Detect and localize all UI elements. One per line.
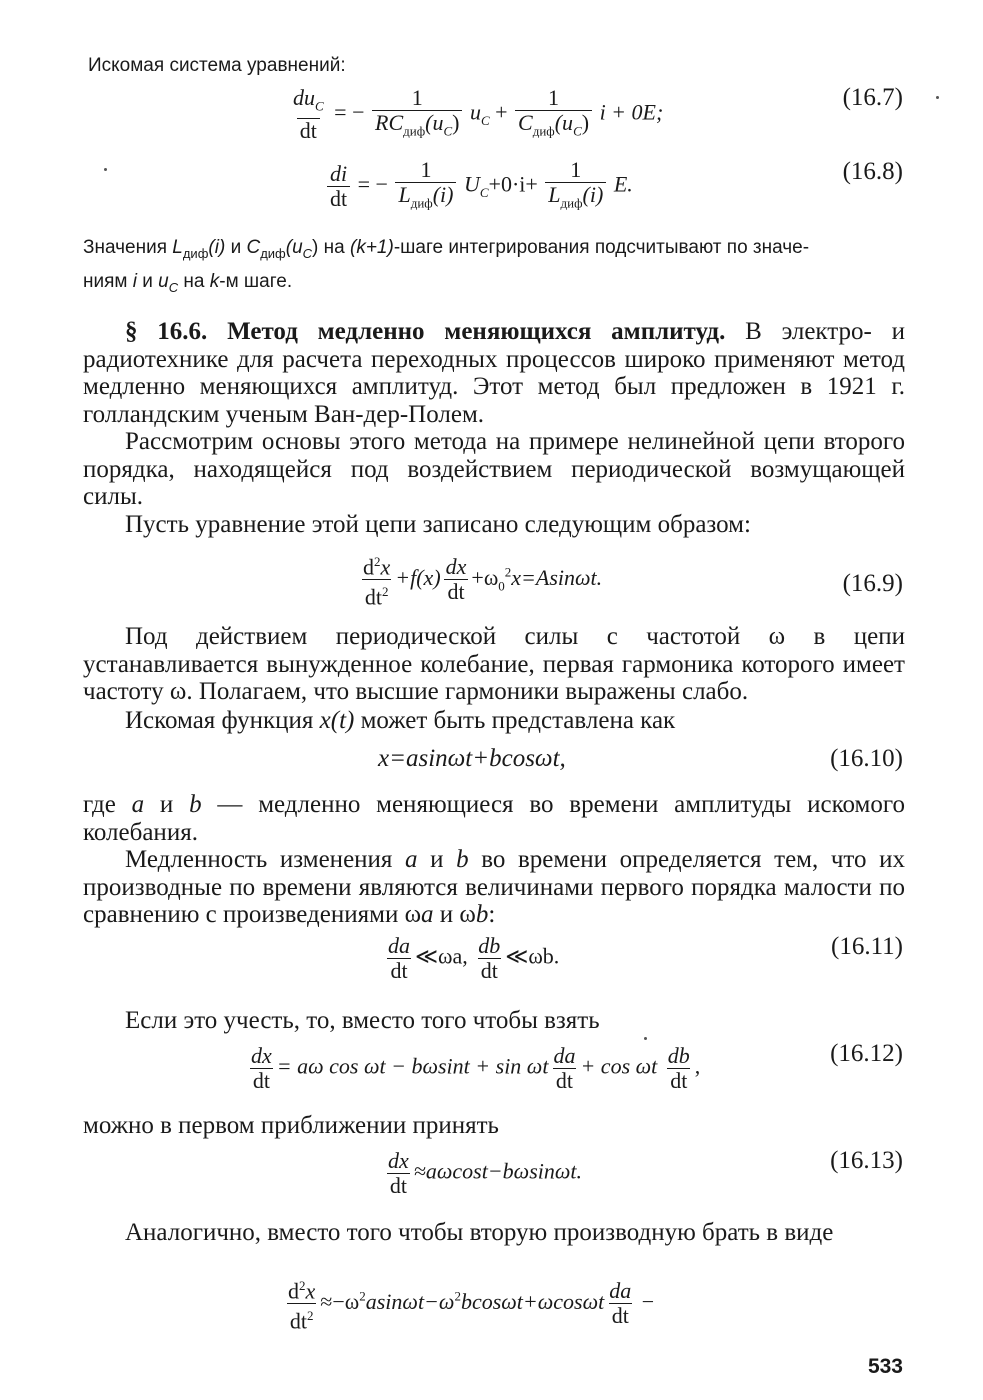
section-paragraph-6: где a и b — медленно меняющиеся во времени амплитуды искомого колебания. <box>83 791 905 846</box>
equation-16-10: x=asinωt+bcosωt, <box>378 745 566 772</box>
e7-lhs-den: dt <box>297 118 320 143</box>
section-paragraph-4: Под действием периодической силы с частотой ω в цепи устанавливается вынужденное колебание, первая гармоника которого имеет частоту ω. Полагаем, что высшие гармоники выражены слабо. <box>83 623 905 705</box>
section-heading: § 16.6. Метод медленно меняющихся амплитуд. <box>125 318 726 345</box>
equation-16-13: $\frac{dx}{dt}$ ≈aωcost−bωsinωt. <box>388 1148 583 1198</box>
eq-number-16-8: (16.8) <box>842 158 903 185</box>
eq-number-16-11: (16.11) <box>831 933 903 960</box>
page-number: 533 <box>867 1355 903 1378</box>
speck <box>936 96 939 99</box>
section-paragraph-8: Если это учесть, то, вместо того чтобы взять <box>125 1007 600 1034</box>
intro-text: Искомая система уравнений: <box>88 55 346 76</box>
note-paragraph: Значения $L_{диф}(i)$ и $C_{диф}(u_C)$ на (k+1)-шаге интегрирования подсчитывают по значе- ниям i и $u_C$ на k-м шаге. <box>83 237 810 295</box>
section-paragraph-9: можно в первом приближении принять <box>83 1112 499 1139</box>
equation-16-7: $\frac{du_C}{dt}$ = − $\frac{1}{RC_{диф}(u_C)}$ $u_C$ + $\frac{1}{C_{диф}(u_C)}$ i + 0E; <box>288 86 663 143</box>
eq-number-16-7: (16.7) <box>842 84 903 111</box>
section-paragraph-10: Аналогично, вместо того чтобы вторую производную брать в виде <box>125 1219 834 1246</box>
equation-16-12: $\frac{dx}{dt}$ = aω cos ωt − bωsint + sin ωt $\frac{da}{dt}$ + cos ωt $\frac{db}{dt}$ , <box>251 1043 701 1093</box>
speck <box>104 168 107 171</box>
e7-lhs-num: $du_C$ <box>293 85 324 114</box>
section-paragraph-5: Искомая функция x(t) может быть представлена как <box>125 707 676 734</box>
eq-number-16-9: (16.9) <box>842 570 903 597</box>
equation-16-11: $\frac{da}{dt}$ ≪ωa, $\frac{db}{dt}$ ≪ωb. <box>388 933 560 983</box>
section-paragraph-2: Рассмотрим основы этого метода на примере нелинейной цепи второго порядка, находящейся под воздействием периодической возмущающей силы. <box>83 428 905 510</box>
section-paragraph-1: § 16.6. Метод медленно меняющихся амплитуд. В электро- и радиотехнике для расчета переходных процессов широко применяют метод медленно меняющихся амплитуд. Этот метод был предложен в 1921 г. голландским ученым Ван-дер-Полем. <box>83 318 905 428</box>
equation-16-8: $\frac{di}{dt}$ = − $\frac{1}{L_{диф}(i)}$ $U_C+0\cdot i+$ $\frac{1}{L_{диф}(i)}$ E. <box>325 158 633 215</box>
eq-number-16-10: (16.10) <box>830 745 903 772</box>
equation-16-9: $\frac{d^2x}{dt^2}$ +f(x) $\frac{dx}{dt}$ $+\omega_0^2x=Asin\omega t$. <box>363 554 603 610</box>
equation-second-derivative: $\frac{d^2x}{dt^2}$ $\approx-\omega^2asin\omega t-\omega^2bcos\omega t+\omega\cos\omega t$ $\frac{da}{dt}$ − <box>288 1278 655 1334</box>
eq-number-16-13: (16.13) <box>830 1147 903 1174</box>
section-paragraph-7: Медленность изменения a и b во времени определяется тем, что их производные по времени являются величинами первого порядка малости по сравнению с произведениями ωa и ωb: <box>83 846 905 928</box>
eq-number-16-12: (16.12) <box>830 1040 903 1067</box>
section-paragraph-3: Пусть уравнение этой цепи записано следующим образом: <box>125 511 751 538</box>
speck <box>644 1037 647 1040</box>
